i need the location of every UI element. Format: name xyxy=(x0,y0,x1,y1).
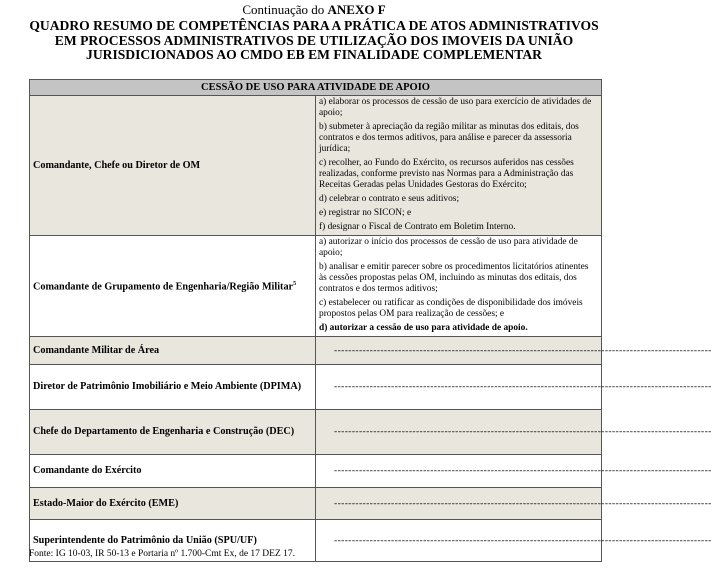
table-row xyxy=(30,455,602,488)
list-item: b) submeter à apreciação da região militar as minutas dos editais, dos contratos e dos termos aditivos, para análise e parecer da assessoria jurídica; xyxy=(319,122,579,154)
role-cell: Diretor de Patrimônio Imobiliário e Meio Ambiente (DPIMA) xyxy=(30,365,316,410)
role-cell: Superintendente do Patrimônio da União (SPU/UF) xyxy=(30,520,316,562)
list-item: d) autorizar a cessão de uso para atividade de apoio. xyxy=(319,323,528,333)
table-row xyxy=(30,96,602,236)
annex-label: ANEXO F xyxy=(327,2,386,17)
table-row xyxy=(30,488,602,520)
table-row xyxy=(30,337,602,365)
list-item: a) elaborar os processos de cessão de uso para exercício de atividades de apoio; xyxy=(319,97,592,118)
empty-competencies-dashes: ---------------------------------------------------------------------------------------------------------- xyxy=(316,337,602,365)
table-row xyxy=(30,236,602,337)
section-header-row xyxy=(30,80,602,96)
list-item: a) autorizar o início dos processos de cessão de uso para atividade de apoio; xyxy=(319,237,578,258)
competencies-cell xyxy=(316,236,602,337)
role-cell: Comandante Militar de Área xyxy=(30,337,316,365)
role-cell: Comandante, Chefe ou Diretor de OM xyxy=(30,96,316,236)
table-row xyxy=(30,410,602,455)
list-item: f) designar o Fiscal de Contrato em Boletim Interno. xyxy=(319,222,516,232)
continuation-line xyxy=(0,2,628,18)
role-cell xyxy=(30,236,316,337)
title-line-1: QUADRO RESUMO DE COMPETÊNCIAS PARA A PRÁTICA DE ATOS ADMINISTRATIVOS xyxy=(29,18,599,33)
empty-competencies-dashes: ---------------------------------------------------------------------------------------------------------- xyxy=(316,520,602,562)
list-item: c) estabelecer ou ratificar as condições de disponibilidade dos imóveis propostos pelas OM para realização de cessões; e xyxy=(319,298,583,319)
role-cell: Estado-Maior do Exército (EME) xyxy=(30,488,316,520)
empty-competencies-dashes: ---------------------------------------------------------------------------------------------------------- xyxy=(316,455,602,488)
competencies-cell xyxy=(316,96,602,236)
list-item: c) recolher, ao Fundo do Exército, os recursos auferidos nas cessões realizadas, conforme previsto nas Normas para a Administração das Receitas Geradas pelas Unidades Gestoras do Exército; xyxy=(319,158,574,190)
footnote-marker: 5 xyxy=(293,281,297,287)
title-line-3: JURISDICIONADOS AO CMDO EB EM FINALIDADE COMPLEMENTAR xyxy=(86,47,542,63)
empty-competencies-dashes: ---------------------------------------------------------------------------------------------------------- xyxy=(316,365,602,410)
list-item: b) analisar e emitir parecer sobre os procedimentos licitatórios atinentes às cessões propostas pelas OM, incluindo as minutas dos editais, dos contratos e dos termos aditivos; xyxy=(319,262,589,294)
competencies-table xyxy=(29,79,712,562)
source-note: Fonte: IG 10-03, IR 50-13 e Portaria nº 1.700-Cmt Ex, de 17 DEZ 17. xyxy=(29,549,296,559)
section-header: CESSÃO DE USO PARA ATIVIDADE DE APOIO xyxy=(30,80,602,96)
list-item: e) registrar no SICON; e xyxy=(319,208,412,218)
list-item: d) celebrar o contrato e seus aditivos; xyxy=(319,194,460,204)
title-line-2: EM PROCESSOS ADMINISTRATIVOS DE UTILIZAÇÃO DOS IMOVEIS DA UNIÃO xyxy=(54,32,574,48)
empty-competencies-dashes: ---------------------------------------------------------------------------------------------------------- xyxy=(316,410,602,455)
continuation-prefix: Continuação do xyxy=(242,2,325,17)
role-label: Comandante de Grupamento de Engenharia/Região Militar xyxy=(33,281,294,293)
table-row xyxy=(30,365,602,410)
role-cell: Comandante do Exército xyxy=(30,455,316,488)
empty-competencies-dashes: ---------------------------------------------------------------------------------------------------------- xyxy=(316,488,602,520)
role-cell: Chefe do Departamento de Engenharia e Construção (DEC) xyxy=(30,410,316,455)
document-title xyxy=(0,19,628,63)
